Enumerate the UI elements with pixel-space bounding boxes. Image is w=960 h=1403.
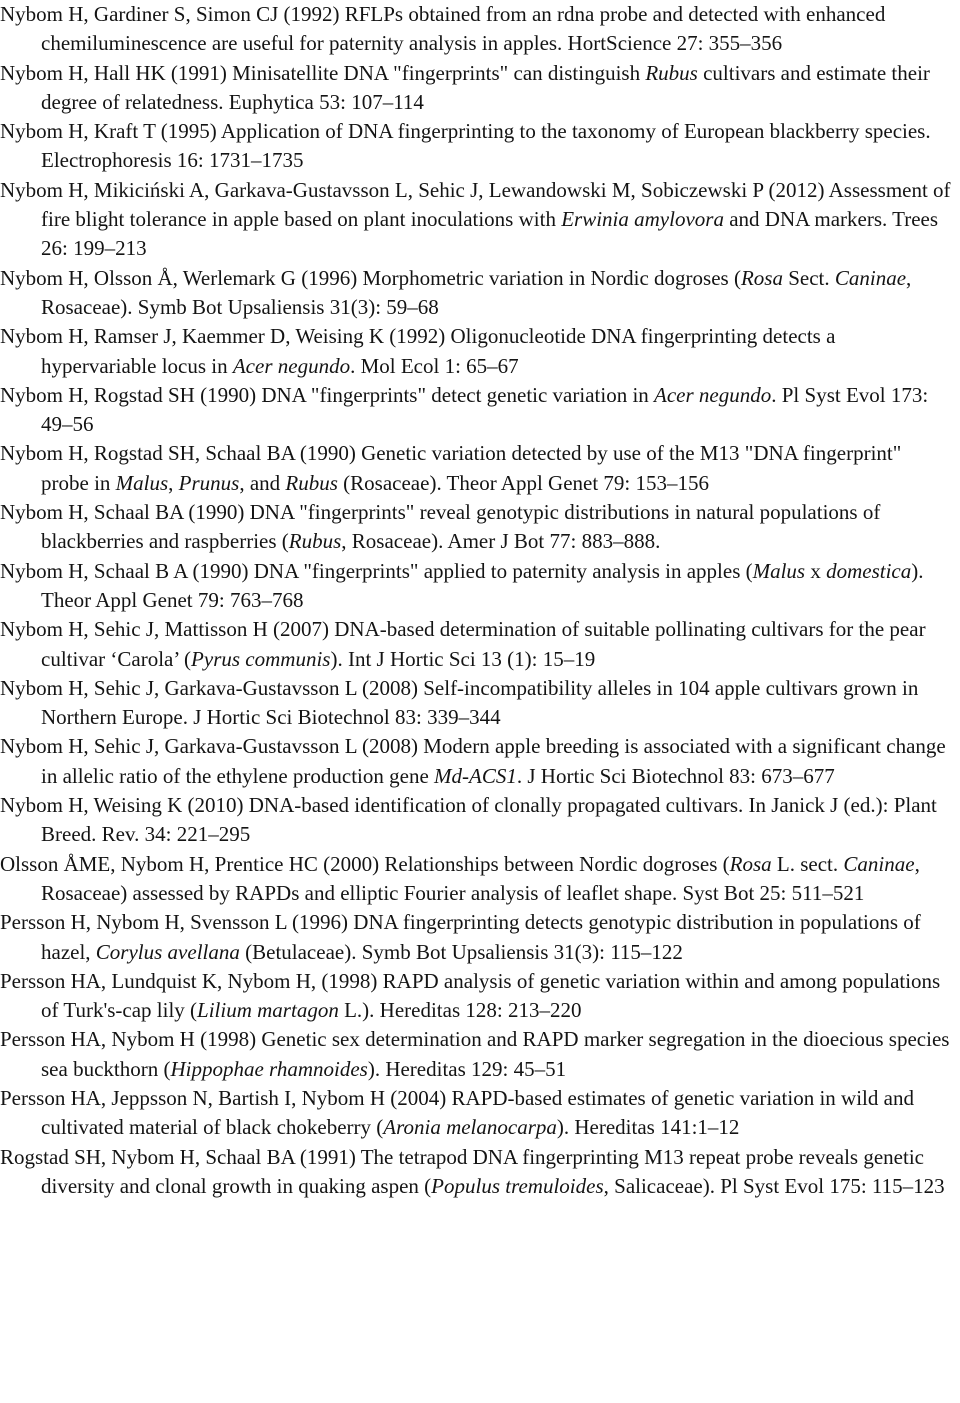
reference-text: ). Int J Hortic Sci 13 (1): 15–19 xyxy=(330,646,596,671)
reference-entry xyxy=(0,732,954,791)
reference-entry xyxy=(0,59,954,118)
italic-taxon-text: Hippophae rhamnoides xyxy=(170,1056,368,1081)
italic-taxon-text: Erwinia amylovora xyxy=(561,207,724,232)
reference-text: Rogstad SH, Nybom H, Schaal BA (1991) The tetrapod DNA fingerprinting M13 repeat probe reveals genetic diversity and clonal growth in quaking aspen ( xyxy=(0,1144,924,1198)
reference-text: Nybom H, Ramser J, Kaemmer D, Weising K (1992) Oligonucleotide DNA fingerprinting detects a hypervariable locus in xyxy=(0,324,836,378)
reference-text: Persson H, Nybom H, Svensson L (1996) DNA fingerprinting detects genotypic distribution in populations of hazel, xyxy=(0,910,921,964)
reference-text: Persson HA, Nybom H (1998) Genetic sex determination and RAPD marker segregation in the dioecious species sea buckthorn ( xyxy=(0,1027,950,1081)
reference-text: Nybom H, Rogstad SH, Schaal BA (1990) Genetic variation detected by use of the M13 "DNA fingerprint" probe in xyxy=(0,441,902,495)
reference-entry xyxy=(0,967,954,1026)
reference-entry xyxy=(0,117,954,176)
reference-text: , and xyxy=(239,470,286,495)
reference-text: Persson HA, Lundquist K, Nybom H, (1998) RAPD analysis of genetic variation within and among populations of Turk's-cap lily ( xyxy=(0,968,941,1023)
reference-text: and DNA markers. Trees 26: 199–213 xyxy=(41,207,939,261)
reference-text: ). Hereditas 141:1–12 xyxy=(556,1115,740,1140)
reference-entry xyxy=(0,439,954,498)
italic-taxon-text: Caninae xyxy=(834,265,907,290)
italic-taxon-text: Populus tremuloides xyxy=(431,1173,604,1198)
reference-text: , Rosaceae). Symb Bot Upsaliensis 31(3): 59–68 xyxy=(41,265,912,319)
reference-entry xyxy=(0,176,954,264)
reference-text: Nybom H, Weising K (2010) DNA-based identification of clonally propagated cultivars. In Janick J (ed.): Plant Breed. Rev. 34: 221–295 xyxy=(0,793,937,847)
reference-text: x xyxy=(805,558,827,583)
reference-text: L.). Hereditas 128: 213–220 xyxy=(338,998,582,1023)
italic-taxon-text: Malus xyxy=(752,558,806,583)
reference-entry xyxy=(0,264,954,323)
reference-text: ). Theor Appl Genet 79: 763–768 xyxy=(41,558,924,612)
reference-text: cultivars and estimate their degree of relatedness. Euphytica 53: 107–114 xyxy=(41,60,930,114)
reference-text: Nybom H, Gardiner S, Simon CJ (1992) RFLPs obtained from an rdna probe and detected with enhanced chemiluminescence are useful for paternity analysis in apples. HortScience 27: 355–356 xyxy=(0,2,886,56)
reference-entry xyxy=(0,1025,954,1084)
reference-entry xyxy=(0,674,954,733)
reference-text: Nybom H, Schaal BA (1990) DNA "fingerprints" reveal genotypic distributions in natural populations of blackberries and raspberries ( xyxy=(0,500,881,554)
italic-taxon-text: Prunus xyxy=(178,470,240,495)
reference-text: Nybom H, Sehic J, Garkava-Gustavsson L (2008) Modern apple breeding is associated with a significant change in allelic ratio of the ethylene production gene xyxy=(0,734,946,788)
reference-text: Nybom H, Sehic J, Mattisson H (2007) DNA-based determination of suitable pollinating cultivars for the pear cultivar ‘Carola’ ( xyxy=(0,617,926,671)
italic-taxon-text: Rubus xyxy=(645,60,698,85)
reference-text: , Rosaceae) assessed by RAPDs and elliptic Fourier analysis of leaflet shape. Syst Bot 25: 511–521 xyxy=(41,851,920,905)
italic-taxon-text: Malus xyxy=(115,470,169,495)
reference-text: . J Hortic Sci Biotechnol 83: 673–677 xyxy=(516,763,835,788)
reference-entry xyxy=(0,322,954,381)
italic-taxon-text: Pyrus communis xyxy=(191,646,331,671)
italic-taxon-text: Caninae xyxy=(843,851,915,876)
reference-text: Persson HA, Jeppsson N, Bartish I, Nybom H (2004) RAPD-based estimates of genetic variation in wild and cultivated material of black chokeberry ( xyxy=(0,1085,914,1140)
italic-taxon-text: Rosa xyxy=(729,851,772,876)
reference-text: Nybom H, Rogstad SH (1990) DNA "fingerprints" detect genetic variation in xyxy=(0,382,655,407)
reference-entry xyxy=(0,557,954,616)
reference-entry xyxy=(0,791,954,850)
italic-taxon-text: domestica xyxy=(826,558,912,583)
reference-text: , Salicaceae). Pl Syst Evol 175: 115–123 xyxy=(603,1173,945,1198)
reference-text: Nybom H, Kraft T (1995) Application of DNA fingerprinting to the taxonomy of European blackberry species. Electrophoresis 16: 1731–1735 xyxy=(0,119,931,173)
reference-text: L. sect. xyxy=(771,851,844,876)
reference-entry xyxy=(0,381,954,440)
italic-taxon-text: Rubus xyxy=(288,529,342,554)
reference-text: Olsson ÅME, Nybom H, Prentice HC (2000) Relationships between Nordic dogroses ( xyxy=(0,851,730,876)
reference-text: , xyxy=(168,470,179,495)
reference-text: (Rosaceae). Theor Appl Genet 79: 153–156 xyxy=(337,470,710,495)
reference-text: (Betulaceae). Symb Bot Upsaliensis 31(3): 115–122 xyxy=(239,939,683,964)
reference-entry xyxy=(0,850,954,909)
italic-taxon-text: Acer negundo xyxy=(232,353,351,378)
reference-text: Nybom H, Sehic J, Garkava-Gustavsson L (2008) Self-incompatibility alleles in 104 apple cultivars grown in Northern Europe. J Hortic Sci Biotechnol 83: 339–344 xyxy=(0,675,919,730)
reference-text: . Mol Ecol 1: 65–67 xyxy=(350,353,519,378)
italic-taxon-text: Aronia melanocarpa xyxy=(383,1115,557,1140)
reference-text: Sect. xyxy=(782,265,835,290)
italic-taxon-text: Lilium martagon xyxy=(197,998,339,1023)
reference-entry xyxy=(0,615,954,674)
reference-entry xyxy=(0,1143,954,1202)
reference-text: , Rosaceae). Amer J Bot 77: 883–888. xyxy=(341,529,661,554)
reference-text: Nybom H, Schaal B A (1990) DNA "fingerprints" applied to paternity analysis in apples ( xyxy=(0,558,753,583)
italic-taxon-text: Rubus xyxy=(285,470,338,495)
italic-taxon-text: Acer negundo xyxy=(654,382,772,407)
italic-taxon-text: Md-ACS1 xyxy=(434,763,517,788)
italic-taxon-text: Rosa xyxy=(740,265,783,290)
reference-entry xyxy=(0,908,954,967)
reference-entry xyxy=(0,1084,954,1143)
italic-taxon-text: Corylus avellana xyxy=(95,939,240,964)
reference-text: Nybom H, Mikiciński A, Garkava-Gustavsson L, Sehic J, Lewandowski M, Sobiczewski P (2012) Assessment of fire blight tolerance in apple based on plant inoculations with xyxy=(0,177,951,232)
reference-text: Nybom H, Olsson Å, Werlemark G (1996) Morphometric variation in Nordic dogroses ( xyxy=(0,265,741,290)
reference-text: ). Hereditas 129: 45–51 xyxy=(367,1056,567,1081)
reference-entry xyxy=(0,498,954,557)
reference-text: . Pl Syst Evol 173: 49–56 xyxy=(41,382,929,437)
reference-text: Nybom H, Hall HK (1991) Minisatellite DNA "fingerprints" can distinguish xyxy=(0,60,646,85)
reference-entry xyxy=(0,0,954,59)
